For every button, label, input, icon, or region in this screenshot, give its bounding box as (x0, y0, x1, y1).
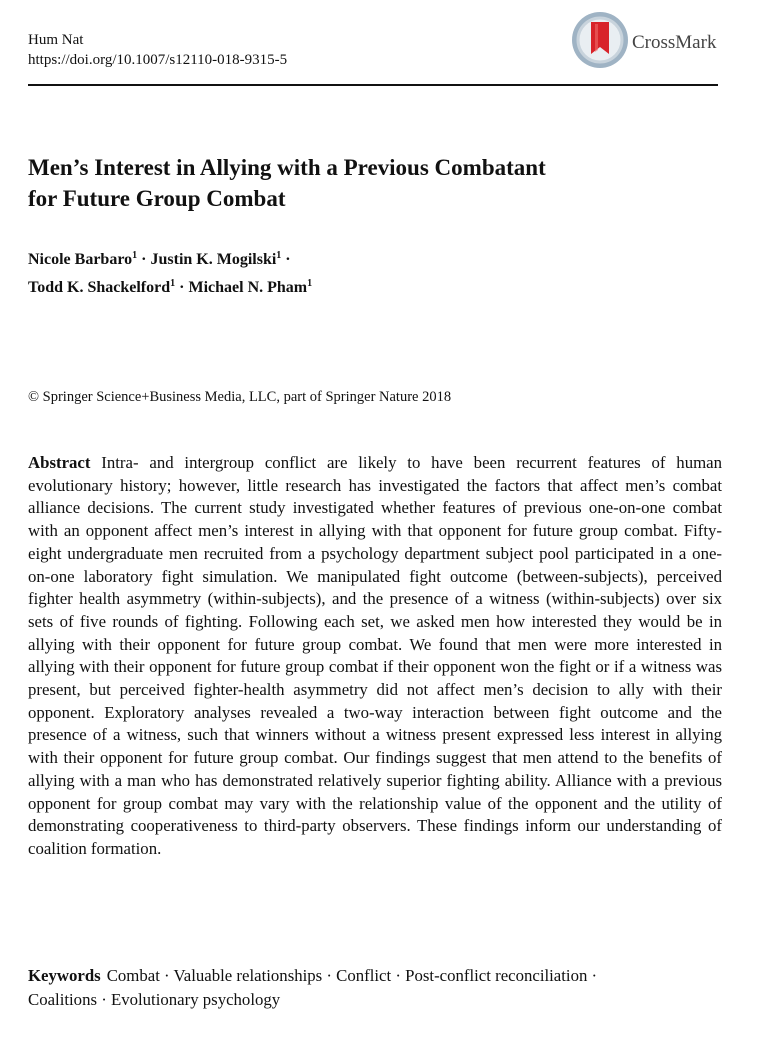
affiliation-marker[interactable]: 1 (132, 250, 138, 261)
journal-name: Hum Nat (28, 32, 84, 48)
keywords-label: Keywords (28, 966, 101, 985)
author-list: Nicole Barbaro$^1$ · Justin K. Mogilski$^1$ · Todd K. Shackelford$^1$ · Michael N. Pham$^1$ (28, 250, 313, 296)
author-name[interactable]: Nicole Barbaro (28, 251, 133, 268)
affiliation-marker[interactable]: 1 (170, 278, 176, 289)
crossmark-badge[interactable] (570, 10, 740, 78)
abstract-label: Abstract (28, 453, 91, 472)
keywords-line-2: Coalitions · Evolutionary psychology (28, 990, 281, 1009)
title-line-1: Men’s Interest in Allying with a Previous Combatant (28, 155, 546, 180)
affiliation-marker[interactable]: 1 (307, 278, 313, 289)
author-name[interactable]: Justin K. Mogilski (150, 251, 277, 268)
affiliation-marker[interactable]: 1 (276, 250, 282, 261)
abstract-text: Intra- and intergroup conflict are likely to have been recurrent features of human evolutionary history; however, little research has investigated the factors that affect men’s combat alliance decisions. The current study investigated whether features of previous one-on-one combat with an opponent affect men’s interest in allying with that opponent for future group combat. Fifty-eight undergraduate men recruited from a psychology department subject pool participated in a one-on-one laboratory fight simulation. We manipulated fight outcome (between-subjects), perceived fighter health asymmetry (within-subjects), and the presence of a witness (within-subjects) over six sets of five rounds of fighting. Following each set, we asked men how interested they would be in allying with their opponent for future group combat. We found that men were more interested in allying with their opponent for future group combat if their opponent won the fight or if a witness was present, but perceived fighter-health asymmetry did not affect men’s decision to ally with their opponent. Exploratory analyses revealed a two-way interaction between fight outcome and the presence of a witness, such that winners without a witness present expressed less interest in allying with their opponent for future group combat. Our findings suggest that men attend to the benefits of allying with a man who has demonstrated relatively superior fighting ability. Alliance with a previous opponent for group combat may vary with the relationship value of the opponent and the utility of demonstrating cooperativeness to third-party observers. These findings inform our understanding of coalition formation. (28, 453, 722, 858)
header-divider (28, 84, 718, 86)
crossmark-label: CrossMark (632, 32, 717, 53)
running-header (28, 30, 287, 70)
doi-link[interactable]: https://doi.org/10.1007/s12110-018-9315-5 (28, 52, 288, 68)
copyright-notice: © Springer Science+Business Media, LLC, part of Springer Nature 2018 (28, 389, 452, 405)
author-name[interactable]: Michael N. Pham (188, 279, 308, 296)
abstract-section (28, 452, 722, 861)
title-line-2: for Future Group Combat (28, 186, 286, 211)
crossmark-icon (570, 10, 630, 70)
author-name[interactable]: Todd K. Shackelford (28, 279, 171, 296)
keywords-line-1: Combat · Valuable relationships · Conflict · Post-conflict reconciliation · (106, 966, 598, 985)
article-title (28, 152, 728, 214)
keywords-section (28, 964, 738, 1012)
